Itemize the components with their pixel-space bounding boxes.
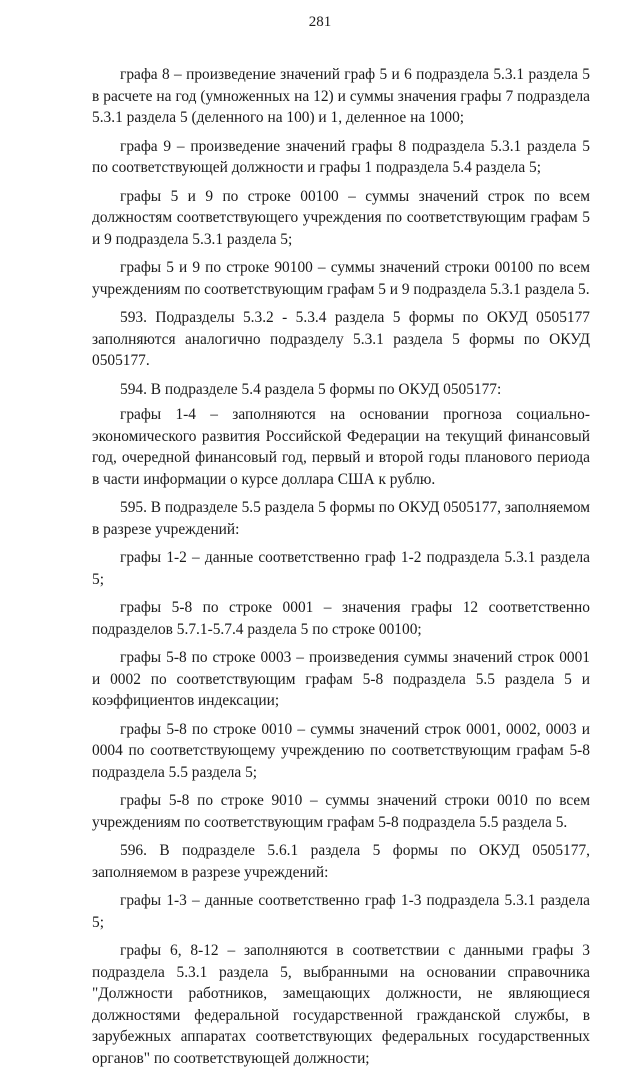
paragraph-596: 596. В подразделе 5.6.1 раздела 5 формы по ОКУД 0505177, заполняемом в разрезе учреждений: [92, 842, 590, 881]
paragraph-graphs-1-4: графы 1-4 – заполняются на основании прогноза социально-экономического развития Российской Федерации на текущий финансовый год, очередной финансовый год, первый и второй годы планового периода в части информации о курсе доллара США к рублю. [92, 406, 590, 488]
paragraph-graph-8: графа 8 – произведение значений граф 5 и 6 подраздела 5.3.1 раздела 5 в расчете на год (умноженных на 12) и суммы значения графы 7 подраздела 5.3.1 раздела 5 (деленного на 100) и 1, деленное на 1000; [92, 66, 590, 126]
paragraph-graphs-6-8-12: графы 6, 8-12 – заполняются в соответствии с данными графы 3 подраздела 5.3.1 раздела 5, выбранными на основании справочника "Должности работников, замещающих должности, не являющиеся должностями федеральной государственной гражданской службы, в зарубежных аппаратах соответствующих федеральных государственных органов" по соответствующей должности; [92, 942, 590, 1067]
paragraph-graphs-1-2: графы 1-2 – данные соответственно граф 1-2 подраздела 5.3.1 раздела 5; [92, 549, 590, 588]
paragraph-graphs-1-3: графы 1-3 – данные соответственно граф 1-3 подраздела 5.3.1 раздела 5; [92, 892, 590, 931]
paragraph-595: 595. В подразделе 5.5 раздела 5 формы по ОКУД 0505177, заполняемом в разрезе учреждений: [92, 499, 590, 538]
paragraph-row-0001: графы 5-8 по строке 0001 – значения графы 12 соответственно подразделов 5.7.1-5.7.4 раздела 5 по строке 00100; [92, 599, 590, 638]
paragraph-594: 594. В подразделе 5.4 раздела 5 формы по ОКУД 0505177: [120, 380, 502, 398]
paragraph-row-0010: графы 5-8 по строке 0010 – суммы значений строк 0001, 0002, 0003 и 0004 по соответствующему учреждению по соответствующим графам 5-8 подраздела 5.5 раздела 5; [92, 720, 590, 781]
paragraph-row-00100: графы 5 и 9 по строке 00100 – суммы значений строк по всем должностям соответствующего учреждения по соответствующим графам 5 и 9 подраздела 5.3.1 раздела 5; [92, 187, 590, 248]
body-text [92, 62, 590, 1071]
paragraph-593: 593. Подразделы 5.3.2 - 5.3.4 раздела 5 формы по ОКУД 0505177 заполняются аналогично подразделу 5.3.1 раздела 5 формы по ОКУД 0505177. [92, 309, 590, 369]
paragraph-row-90100: графы 5 и 9 по строке 90100 – суммы значений строки 00100 по всем учреждениям по соответствующим графам 5 и 9 подраздела 5.3.1 раздела 5. [92, 259, 590, 298]
paragraph-row-0003: графы 5-8 по строке 0003 – произведения суммы значений строк 0001 и 0002 по соответствующим графам 5-8 подраздела 5.5 раздела 5 и коэффициентов индексации; [92, 649, 590, 709]
page-number: 281 [308, 14, 332, 30]
paragraph-graph-9: графа 9 – произведение значений графы 8 подраздела 5.3.1 раздела 5 по соответствующей должности и графы 1 подраздела 5.4 раздела 5; [92, 137, 590, 176]
paragraph-row-9010: графы 5-8 по строке 9010 – суммы значений строки 0010 по всем учреждениям по соответствующим графам 5-8 подраздела 5.5 раздела 5. [92, 792, 590, 831]
